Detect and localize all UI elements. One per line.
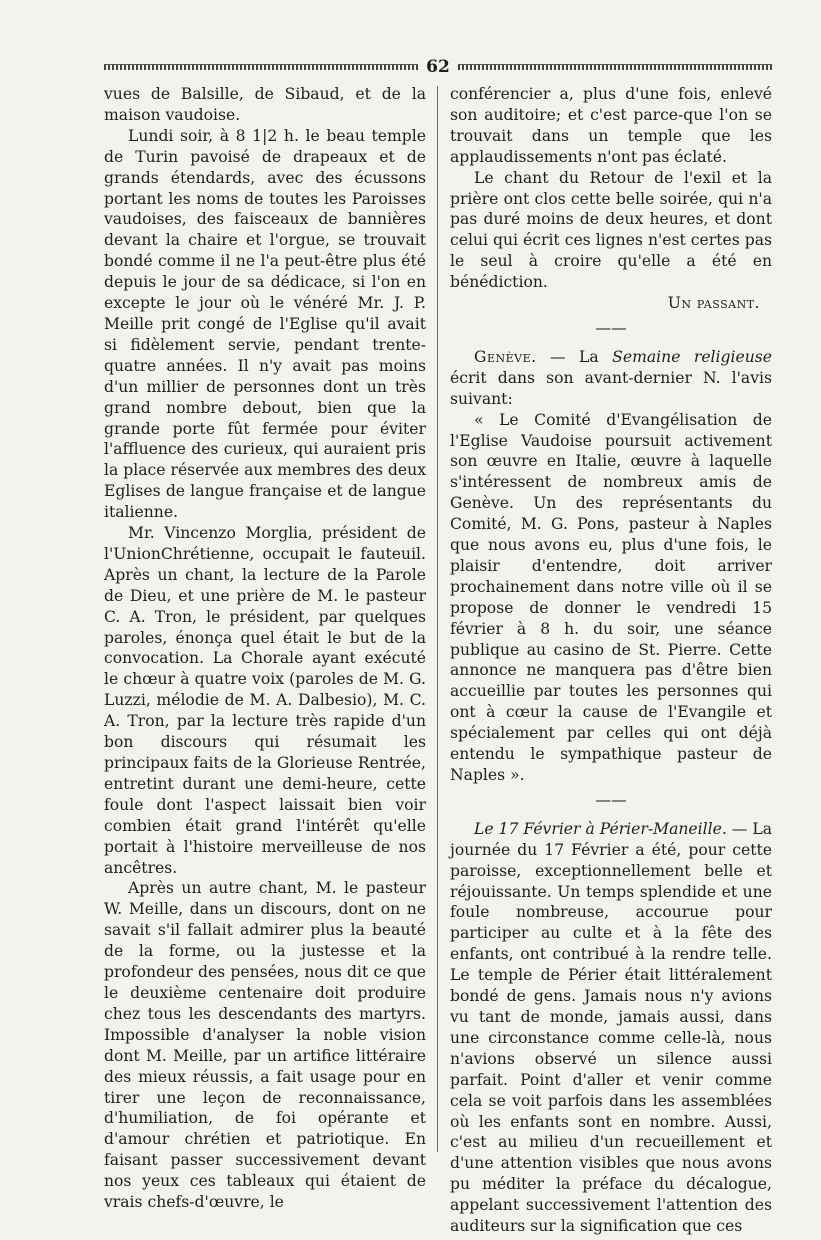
paragraph-perier — [450, 819, 772, 1237]
paragraph: Après un autre chant, M. le pasteur W. Meille, dans un discours, dont on ne savait s'il fallait admirer plus la beauté de la forme, ou la justesse et la profondeur des pensées, nous dit ce que le deuxième centenaire doit produire chez tous les descendants des martyrs. Impossible d'analyser la noble vision dont M. Meille, par un artifice littéraire des mieux réussis, a fait usage pour en tirer une leçon de reconnaissance, d'humiliation, de foi opérante et d'amour chrétien et patriotique. En faisant passer successivement devant nos yeux ces tableaux qui étaient de vrais chefs-d'œuvre, le — [104, 879, 426, 1212]
page-number: 62 — [426, 57, 450, 77]
paragraph: conférencier a, plus d'une fois, enlevé son auditoire; et c'est parce-que l'on se trouvait dans un temple que les applaudissements n'ont pas éclaté. — [450, 85, 772, 166]
separator: —— — [595, 318, 627, 337]
signature: Un passant. — [667, 294, 760, 313]
column-divider — [437, 86, 438, 1152]
paragraph: vues de Balsille, de Sibaud, et de la maison vaudoise. — [104, 85, 426, 124]
paragraph-geneve — [450, 347, 772, 410]
dash: — La — [536, 347, 613, 366]
header-rule-right — [458, 64, 772, 70]
paragraph-text: — La journée du 17 Février a été, pour cette paroisse, exceptionnellement belle et réjouissante. Un temps splendide et une foule nombreuse, accourue pour participer au culte et à la fête des enfants, ont contribué à la rendre telle. Le temple de Périer était littéralement bondé de gens. Jamais nous n'y avions vu tant de monde, jamais aussi, dans une circonstance comme celle-là, nous n'avions observé un silence aussi parfait. Point d'aller et venir comme cela se voit parfois dans les assemblées où les enfants sont en nombre. Aussi, c'est au milieu d'un recueillement et d'une attention visibles que nous avons pu méditer la préface du décalogue, appelant successivement l'attention des auditeurs sur la signification que ces — [450, 819, 772, 1236]
journal-title: Semaine religieuse — [612, 347, 772, 366]
quote-paragraph: « Le Comité d'Evangélisation de l'Eglise Vaudoise poursuit activement son œuvre en Italie, œuvre à laquelle s'intéressent de nombreux amis de Genève. Un des représentants du Comité, M. G. Pons, pasteur à Naples que nous avons eu, plus d'une fois, le plaisir d'entendre, doit arriver prochainement dans notre ville où il se propose de donner le vendredi 15 février à 8 h. du soir, une séance publique au casino de St. Pierre. Cette annonce ne manquera pas d'être bien accueillie par toutes les personnes qui ont à cœur la cause de l'Evangile et spécialement par celles qui ont déjà entendu le sympathique pasteur de Naples ». — [450, 410, 772, 784]
article-title: Le 17 Février à Périer-Maneille. — [474, 819, 727, 838]
paragraph: Le chant du Retour de l'exil et la prière ont clos cette belle soirée, qui n'a pas duré moins de deux heures, et dont celui qui écrit ces lignes n'est certes pas le seul à croire qu'elle a été en bénédiction. — [450, 168, 772, 292]
place-name: Genève. — [474, 347, 537, 366]
paragraph: Lundi soir, à 8 1|2 h. le beau temple de Turin pavoisé de drapeaux et de grands étendards, avec des écussons portant les noms de toutes les Paroisses vaudoises, des faisceaux de bannières devant la chaire et l'orgue, se trouvait bondé comme il ne l'a peut-être plus été depuis le jour de sa dédicace, si l'on en excepte le jour où le vénéré Mr. J. P. Meille prit congé de l'Eglise qu'il avait si fidèlement servie, pendant trente-quatre années. Il n'y avait pas moins d'un millier de personnes dont un très grand nombre debout, bien que la grande porte fût fermée pour éviter l'affluence des curieux, qui auraient pris la place réservée aux membres des deux Eglises de langue française et de langue italienne. — [104, 126, 426, 522]
separator: —— — [595, 790, 627, 809]
left-column — [104, 84, 426, 1213]
page-header — [104, 56, 772, 78]
right-column — [450, 84, 772, 1237]
paragraph: Mr. Vincenzo Morglia, président de l'UnionChrétienne, occupait le fauteuil. Après un chant, la lecture de la Parole de Dieu, et une prière de M. le pasteur C. A. Tron, le président, par quelques paroles, énonça quel était le but de la convocation. La Chorale ayant exécuté le chœur à quatre voix (paroles de M. G. Luzzi, mélodie de M. A. Dalbesio), M. C. A. Tron, par la lecture très rapide d'un bon discours qui résumait les principaux faits de la Glorieuse Rentrée, entretint durant une demi-heure, cette foule dont l'aspect laissait bien voir combien était grand l'intérêt qu'elle portait à l'histoire merveilleuse de nos ancêtres. — [104, 524, 426, 877]
paragraph-text: écrit dans son avant-dernier N. l'avis suivant: — [450, 368, 772, 408]
header-rule-left — [104, 64, 418, 70]
